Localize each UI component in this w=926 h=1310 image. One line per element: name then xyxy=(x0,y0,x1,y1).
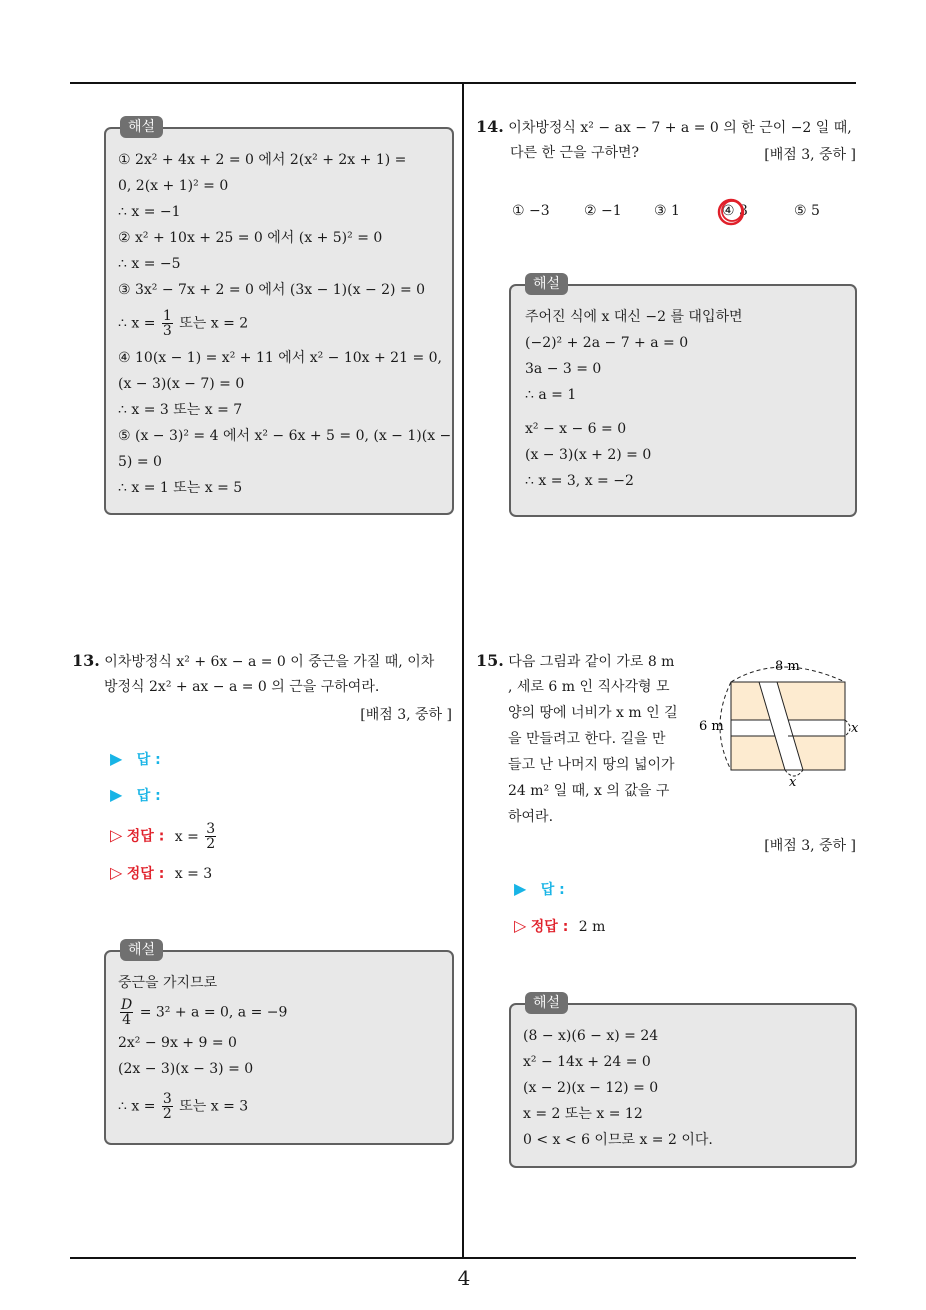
play-arrow-icon: ▶ xyxy=(110,785,123,804)
height-label: 6 m xyxy=(699,719,724,734)
sol14-line-2: (−2)² + 2a − 7 + a = 0 xyxy=(525,335,689,351)
question-text-line-1: 이차방정식 x² − ax − 7 + a = 0 의 한 근이 −2 일 때, xyxy=(508,120,852,136)
sol12-line-9: ∴ x = 3 또는 x = 7 xyxy=(118,402,243,418)
question-number: 15. xyxy=(476,651,504,670)
correct-value: 2 m xyxy=(578,919,606,935)
answer-label: 답 : xyxy=(540,882,565,898)
answer-label: 답 : xyxy=(136,752,161,768)
sol12-line-4: ② x² + 10x + 25 = 0 에서 (x + 5)² = 0 xyxy=(118,230,383,246)
correct-label: 정답 : xyxy=(126,828,165,845)
correct-label: 정답 : xyxy=(126,866,165,882)
x-label-right: x xyxy=(851,721,859,736)
sol15-line-4: x = 2 또는 x = 12 xyxy=(523,1106,643,1122)
fraction xyxy=(162,1092,173,1121)
numerator: D xyxy=(121,997,133,1013)
question-14-line-2: 다른 한 근을 구하면? xyxy=(510,145,640,161)
sol14-line-5: x² − x − 6 = 0 xyxy=(525,421,627,437)
question-15-line-5: 들고 난 나머지 땅의 넓이가 xyxy=(508,757,675,773)
x-label-bottom: x xyxy=(789,775,797,790)
choice-5[interactable]: ⑤ 5 xyxy=(794,203,820,219)
choice-2[interactable]: ② −1 xyxy=(584,203,622,219)
outline-arrow-icon: ▷ xyxy=(110,863,123,882)
line-prefix: ∴ x = xyxy=(118,1098,156,1115)
sol14-line-7: ∴ x = 3, x = −2 xyxy=(525,473,634,489)
question-13-line-2: 방정식 2x² + ax − a = 0 의 근을 구하여라. xyxy=(104,679,380,695)
selected-answer-mark xyxy=(715,195,749,229)
line-suffix: = 3² + a = 0, a = −9 xyxy=(139,1004,288,1021)
question-13 xyxy=(72,652,434,671)
line-suffix: 또는 x = 3 xyxy=(179,1098,249,1115)
page-number: 4 xyxy=(457,1266,471,1290)
question-number: 13. xyxy=(72,651,100,670)
bottom-rule xyxy=(70,1257,856,1259)
answer-row-1[interactable] xyxy=(110,750,161,769)
question-15-line-6: 24 m² 일 때, x 의 값을 구 xyxy=(508,783,670,799)
question-text-line-1: 다음 그림과 같이 가로 8 m xyxy=(508,654,675,670)
outline-arrow-icon: ▷ xyxy=(514,916,527,935)
sol14-line-4: ∴ a = 1 xyxy=(525,387,577,403)
fraction xyxy=(205,822,216,851)
sol14-line-1: 주어진 식에 x 대신 −2 를 대입하면 xyxy=(525,309,743,325)
denominator: 2 xyxy=(162,1106,172,1122)
solution-tag: 해설 xyxy=(525,273,568,295)
question-15-line-7: 하여라. xyxy=(508,809,554,825)
question-15-line-2: , 세로 6 m 인 직사각형 모 xyxy=(508,679,670,695)
answer-row-2[interactable] xyxy=(110,786,161,805)
correct-label: 정답 : xyxy=(530,919,569,935)
sol12-line-8: (x − 3)(x − 7) = 0 xyxy=(118,376,245,392)
sol12-line-3: ∴ x = −1 xyxy=(118,204,181,220)
answer-label: 답 : xyxy=(136,788,161,804)
score-label: [배점 3, 중하 ] xyxy=(764,838,856,854)
correct-prefix: x = xyxy=(174,828,199,845)
fraction xyxy=(120,998,133,1027)
denominator: 2 xyxy=(206,836,216,852)
sol13-line-3: 2x² − 9x + 9 = 0 xyxy=(118,1035,237,1051)
frac-suffix: 또는 x = 2 xyxy=(179,315,249,332)
solution-tag: 해설 xyxy=(120,939,163,961)
solution-box-13 xyxy=(104,942,454,1145)
question-14 xyxy=(476,118,852,137)
sol13-line-5 xyxy=(118,1092,248,1121)
play-arrow-icon: ▶ xyxy=(514,879,527,898)
solution-tag: 해설 xyxy=(525,992,568,1014)
question-15-line-3: 양의 땅에 너비가 x m 인 길 xyxy=(508,705,678,721)
sol15-line-5: 0 < x < 6 이므로 x = 2 이다. xyxy=(523,1132,713,1148)
solution-box-14 xyxy=(509,276,857,517)
question-15-line-4: 을 만들려고 한다. 길을 만 xyxy=(508,731,666,747)
frac-prefix: ∴ x = xyxy=(118,315,156,332)
sol12-line-7: ④ 10(x − 1) = x² + 11 에서 x² − 10x + 21 = 0, xyxy=(118,350,442,366)
correct-row xyxy=(514,917,605,936)
sol12-line-6: ③ 3x² − 7x + 2 = 0 에서 (3x − 1)(x − 2) = 0 xyxy=(118,282,426,298)
answer-row[interactable] xyxy=(514,880,565,899)
solution-box-15 xyxy=(509,995,857,1168)
column-divider xyxy=(462,82,464,1258)
correct-value: x = 3 xyxy=(174,866,213,882)
numerator: 3 xyxy=(162,1091,172,1107)
sol12-line-5: ∴ x = −5 xyxy=(118,256,181,272)
choice-4-selected[interactable]: ④ 3 xyxy=(722,203,748,219)
sol15-line-3: (x − 2)(x − 12) = 0 xyxy=(523,1080,659,1096)
solution-box-12 xyxy=(104,119,454,515)
correct-value xyxy=(174,821,218,852)
solution-tag: 해설 xyxy=(120,116,163,138)
sol12-line-12: ∴ x = 1 또는 x = 5 xyxy=(118,480,243,496)
sol15-line-2: x² − 14x + 24 = 0 xyxy=(523,1054,651,1070)
sol12-frac-line xyxy=(118,309,248,338)
choice-3[interactable]: ③ 1 xyxy=(654,203,680,219)
sol13-line-1: 중근을 가지므로 xyxy=(118,975,218,991)
outline-arrow-icon: ▷ xyxy=(110,825,123,845)
correct-row-2 xyxy=(110,864,212,883)
sol12-line-10: ⑤ (x − 3)² = 4 에서 x² − 6x + 5 = 0, (x − 1)(x − xyxy=(118,428,452,444)
numerator: 3 xyxy=(206,821,216,837)
question-number: 14. xyxy=(476,117,504,136)
correct-row-1 xyxy=(110,822,218,851)
numerator: 1 xyxy=(162,308,172,324)
sol12-line-1: ① 2x² + 4x + 2 = 0 에서 2(x² + 2x + 1) = xyxy=(118,152,407,168)
sol13-line-4: (2x − 3)(x − 3) = 0 xyxy=(118,1061,254,1077)
sol12-line-2: 0, 2(x + 1)² = 0 xyxy=(118,178,229,194)
question-15 xyxy=(476,652,674,671)
sol14-line-6: (x − 3)(x + 2) = 0 xyxy=(525,447,652,463)
fraction xyxy=(162,309,173,338)
sol13-line-2 xyxy=(118,998,287,1027)
sol14-line-3: 3a − 3 = 0 xyxy=(525,361,602,377)
score-label: [배점 3, 중하 ] xyxy=(360,707,452,723)
sol12-line-11: 5) = 0 xyxy=(118,454,162,470)
sol15-line-1: (8 − x)(6 − x) = 24 xyxy=(523,1028,659,1044)
choice-1[interactable]: ① −3 xyxy=(512,203,550,219)
land-road-figure xyxy=(695,652,865,792)
question-text-line-1: 이차방정식 x² + 6x − a = 0 이 중근을 가질 때, 이차 xyxy=(104,654,435,670)
width-label: 8 m xyxy=(775,659,800,674)
score-label: [배점 3, 중하 ] xyxy=(764,147,856,163)
denominator: 3 xyxy=(162,323,172,339)
play-arrow-icon: ▶ xyxy=(110,749,123,768)
denominator: 4 xyxy=(122,1012,132,1028)
